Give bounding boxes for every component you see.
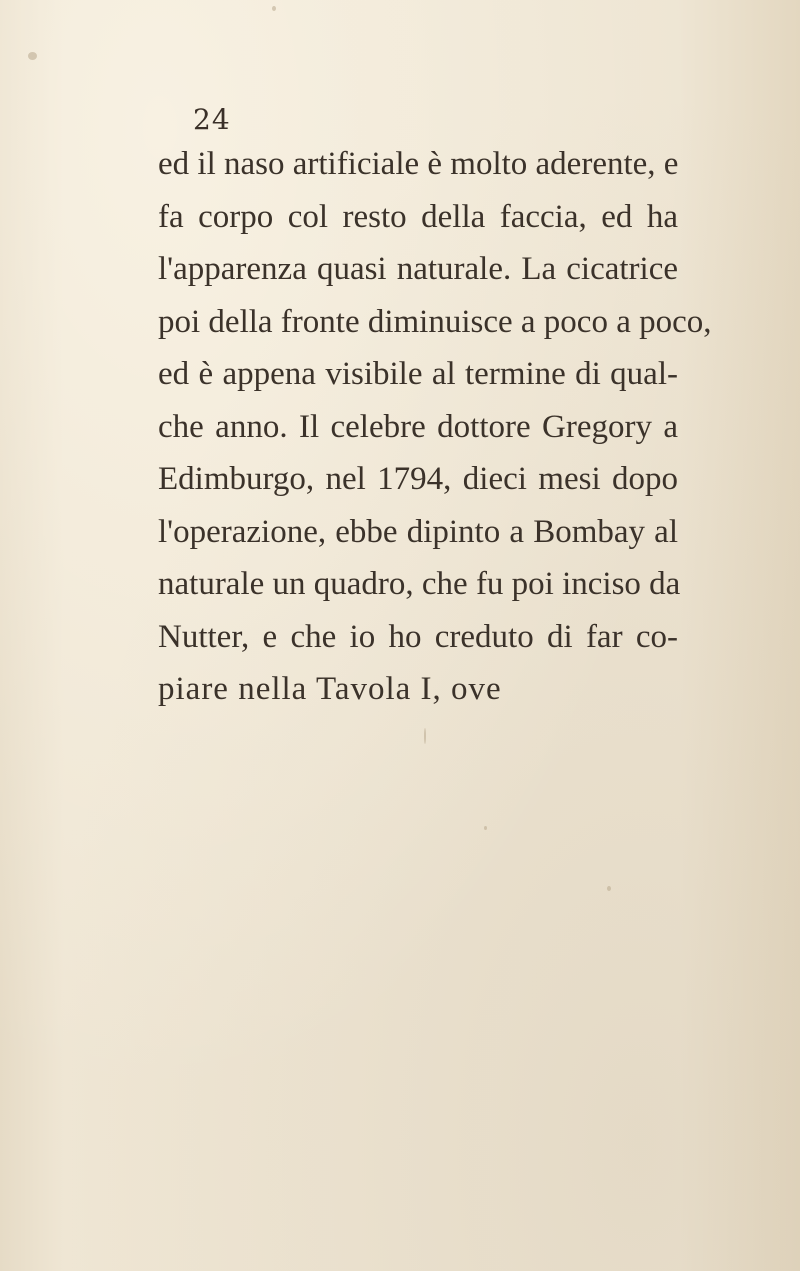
paper-stain	[272, 6, 276, 11]
paper-stain	[484, 826, 487, 830]
paper-stain	[607, 886, 611, 891]
text-line: Edimburgo, nel 1794, dieci mesi dopo	[158, 461, 678, 497]
text-line: l'apparenza quasi naturale. La cicatrice	[158, 251, 678, 287]
text-line: piare nella Tavola I, ove	[158, 671, 502, 707]
body-text	[158, 138, 712, 716]
text-line: ed è appena visibile al termine di qual-	[158, 356, 678, 392]
paper-stain	[28, 52, 37, 60]
text-line: Nutter, e che io ho creduto di far co-	[158, 618, 678, 655]
text-line: l'operazione, ebbe dipinto a Bombay al	[158, 513, 678, 550]
page-number: 24	[193, 103, 231, 136]
text-line: ed il naso artificiale è molto aderente, e	[158, 146, 679, 182]
text-line: che anno. Il celebre dottore Gregory a	[158, 408, 678, 445]
text-line: naturale un quadro, che fu poi inciso da	[158, 566, 681, 602]
text-line: fa corpo col resto della faccia, ed ha	[158, 198, 678, 235]
paper-stain	[424, 728, 426, 744]
text-line: poi della fronte diminuisce a poco a poco,	[158, 303, 712, 340]
